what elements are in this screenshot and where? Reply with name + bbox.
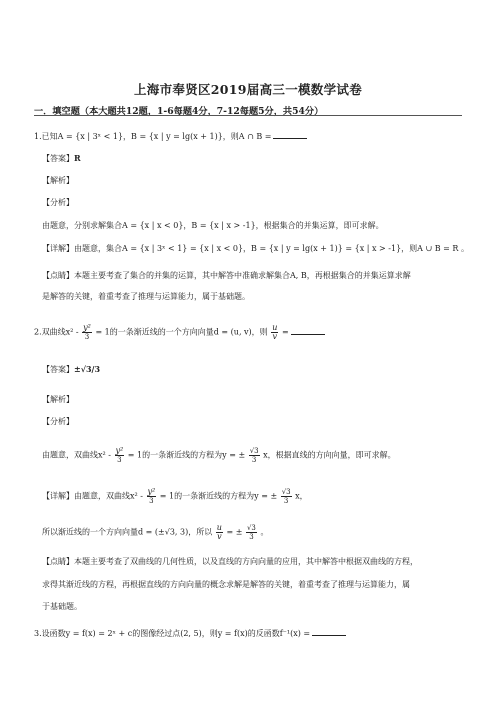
q2-detail-part-b: = 1的一条渐近线的方程为y = ± <box>159 491 278 501</box>
q1-stem-text: 1.已知A = {x | 3ˣ < 1}，B = {x | y = lg(x + 1)}，则A ∩ B = <box>34 132 272 141</box>
q2-detail2-part-b: = ± <box>226 527 243 537</box>
q1-comment-line-2: 是解答的关键，着重考查了推理与运算能力，属于基础题。 <box>42 292 250 301</box>
q2-stem-fraction: $\frac{\text{y²}}{3}$ <box>83 323 91 341</box>
q2-stem-part-a: 2.双曲线x² - <box>34 327 79 337</box>
q1-stem <box>34 130 307 142</box>
q1-comment-line-1: 【点睛】本题主要考查了集合的并集的运算，其中解答中准确求解集合A, B，再根据集合的并集运算求解 <box>42 271 411 280</box>
q2-answer-line <box>42 364 100 375</box>
q2-analysis-tag: 【解析】 <box>42 395 74 404</box>
q3-stem-text: 3.设函数y = f(x) = 2ˣ + c的图像经过点(2, 5)，则y = f(x)的反函数f⁻¹(x) = <box>34 629 311 638</box>
q3-stem <box>34 627 346 639</box>
q2-stem-part-c: = <box>281 327 289 337</box>
q3-answer-blank <box>312 627 346 636</box>
q2-detail2-part-c: 。 <box>260 527 269 537</box>
q2-detail2-part-a: 所以渐近线的一个方向向量d = (±√3, 3)，所以 <box>42 527 213 537</box>
q1-answer-blank <box>273 130 307 139</box>
q2-breakdown <box>42 447 396 464</box>
q2-detail-line-2 <box>42 524 268 541</box>
q1-answer-tag: 【答案】 <box>42 154 74 163</box>
q1-breakdown-tag: 【分析】 <box>42 198 74 207</box>
q2-detail-part-a: 【详解】由题意，双曲线x² - <box>42 491 143 501</box>
q2-comment-line-3: 于基础题。 <box>42 602 82 611</box>
q2-breakdown-slope: $\frac{√3}{3}$ <box>249 447 259 464</box>
q2-answer: ±√3/3 <box>74 364 101 374</box>
q2-answer-blank <box>291 326 325 335</box>
q2-breakdown-part-c: x，根据直线的方向向量，即可求解。 <box>263 450 396 460</box>
q2-detail-part-c: x， <box>295 491 308 501</box>
q2-comment-line-1: 【点睛】本题主要考查了双曲线的几何性质，以及直线的方向向量的应用，其中解答中根据双曲线的方程， <box>42 557 418 566</box>
q2-detail-slope: $\frac{√3}{3}$ <box>281 488 291 505</box>
q2-comment-line-2: 求得其渐近线的方程，再根据直线的方向向量的概念求解是解答的关键，着重考查了推理与运算能力，属 <box>42 580 410 589</box>
q2-breakdown-part-a: 由题意，双曲线x² - <box>42 450 111 460</box>
q2-detail <box>42 488 308 505</box>
page-title: 上海市奉贤区2019届高三一模数学试卷 <box>134 82 362 97</box>
q2-uv-fraction: $\frac{u}{v}$ <box>272 323 278 341</box>
q2-answer-tag: 【答案】 <box>42 365 74 374</box>
q1-breakdown: 由题意，分别求解集合A = {x | x < 0}，B = {x | x > -1}，根据集合的并集运算，即可求解。 <box>42 221 384 230</box>
q1-answer: R <box>74 153 81 163</box>
section-heading: 一．填空题（本大题共12题，1-6每题4分，7-12每题5分，共54分） <box>34 106 324 117</box>
q2-detail2-uv: $\frac{u}{v}$ <box>216 523 222 541</box>
q2-breakdown-part-b: = 1的一条渐近线的方程为y = ± <box>127 450 246 460</box>
q2-breakdown-fraction: $\frac{\text{y²}}{3}$ <box>115 446 124 464</box>
q1-answer-line <box>42 153 81 164</box>
q2-detail-fraction: $\frac{\text{y²}}{3}$ <box>147 487 156 505</box>
q2-stem <box>34 324 325 341</box>
q2-detail2-value: $\frac{√3}{3}$ <box>246 524 256 541</box>
q2-breakdown-tag: 【分析】 <box>42 417 74 426</box>
q1-analysis-tag: 【解析】 <box>42 176 74 185</box>
q1-detail: 【详解】由题意，集合A = {x | 3ˣ < 1} = {x | x < 0}，B = {x | y = lg(x + 1)} = {x | x > -1}，则A ∪ B = R 。 <box>42 244 469 253</box>
section-divider <box>34 115 462 116</box>
q2-stem-part-b: = 1的一条渐近线的一个方向向量d = (u, v)，则 <box>95 327 268 337</box>
